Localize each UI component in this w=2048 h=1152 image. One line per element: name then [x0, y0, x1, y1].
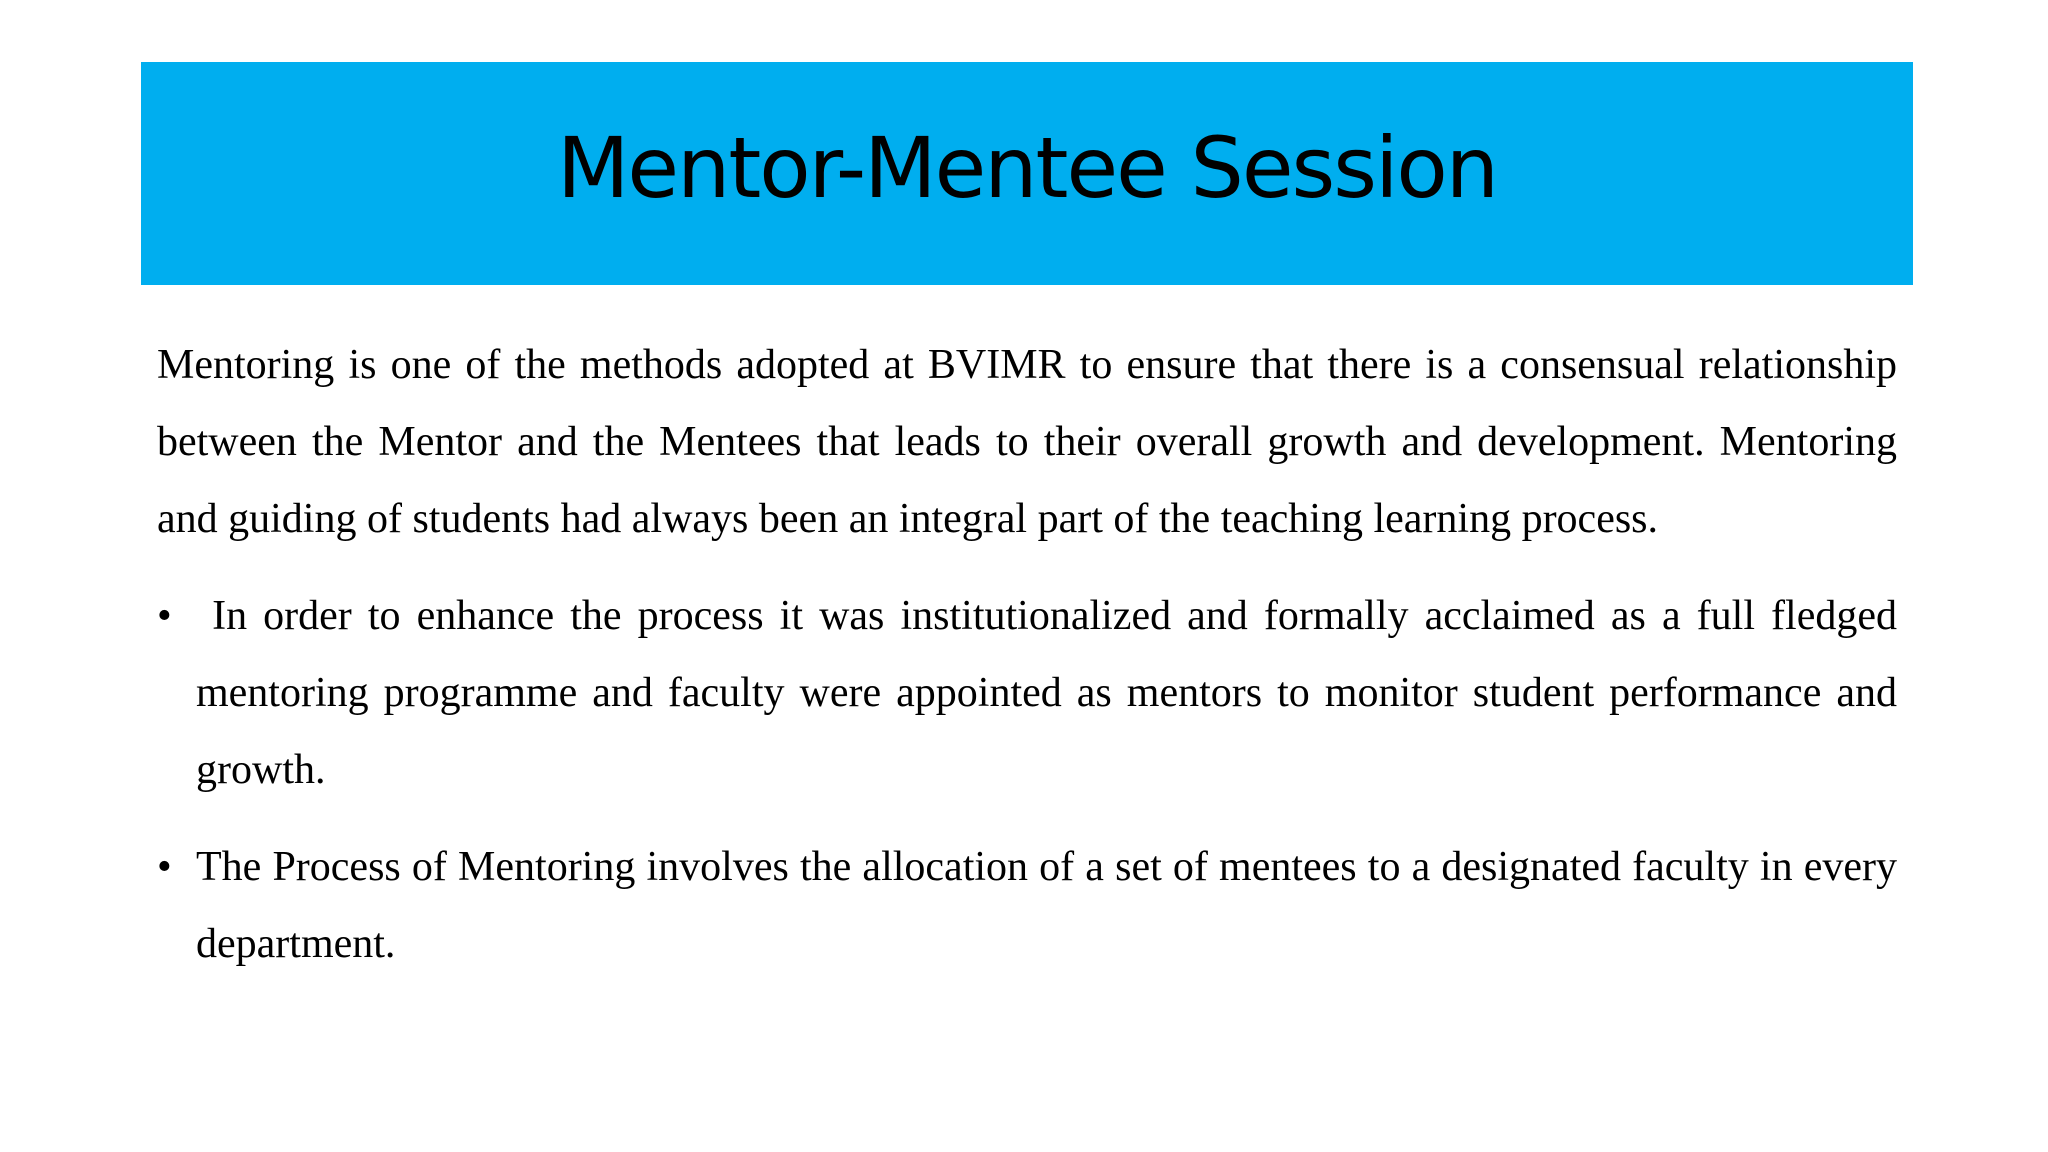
- slide-body: [157, 327, 1908, 1003]
- bullet-text: In order to enhance the process it was institutionalized and formally acclaimed as a full fledged mentoring programme and faculty were appointed as mentors to monitor student performance and growth.: [196, 593, 1908, 793]
- bullet-icon: •: [157, 844, 172, 890]
- bullet-text: The Process of Mentoring involves the allocation of a set of mentees to a designated faculty in every department.: [196, 844, 1897, 967]
- bullet-item: [157, 829, 1897, 983]
- bullet-item: [157, 578, 1908, 809]
- intro-paragraph: Mentoring is one of the methods adopted at BVIMR to ensure that there is a consensual relationship between the Mentor and the Mentees that leads to their overall growth and development. Mentoring and guiding of students had always been an integral part of the teaching learning process.: [157, 342, 1897, 542]
- title-banner: [141, 62, 1913, 285]
- bullet-list: [157, 578, 1908, 983]
- bullet-icon: •: [157, 593, 172, 639]
- slide-title: Mentor-Mentee Session: [556, 118, 1498, 217]
